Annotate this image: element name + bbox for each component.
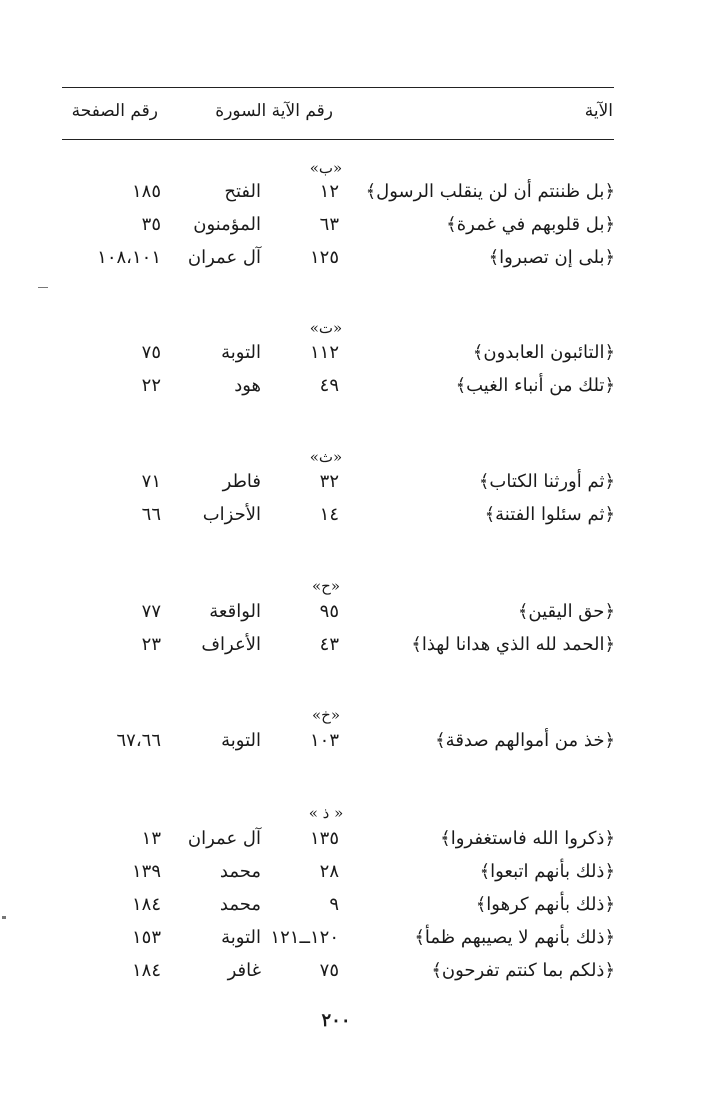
- sura-name: آل عمران: [187, 828, 261, 849]
- page-reference: ١٨٥: [131, 181, 161, 202]
- page-reference: ٦٦: [141, 504, 161, 525]
- section-letter: «ث»: [309, 448, 343, 466]
- page-reference: ١٨٤: [131, 894, 161, 915]
- section-letter: «خ»: [311, 706, 341, 724]
- aya-number: ١٢٠ــ١٢١: [270, 927, 339, 948]
- aya-text: ﴿ذلك بأنهم لا يصيبهم ظمأ﴾: [414, 927, 615, 948]
- aya-number: ٧٥: [319, 960, 339, 981]
- section-letter: «ح»: [311, 577, 341, 595]
- page-reference: ٢٣: [141, 634, 161, 655]
- sura-name: المؤمنون: [193, 214, 261, 235]
- page-reference: ٧٥: [141, 342, 161, 363]
- section-letter: «ب»: [309, 159, 343, 177]
- aya-number: ١٤: [319, 504, 339, 525]
- sura-name: التوبة: [221, 342, 261, 363]
- sura-name: فاطر: [222, 471, 261, 492]
- page-reference: ١٠٨،١٠١: [97, 247, 161, 268]
- page-reference: ١٣: [141, 828, 161, 849]
- sura-name: محمد: [219, 861, 261, 882]
- aya-text: ﴿ثم سئلوا الفتنة﴾: [484, 504, 615, 525]
- aya-text: ﴿بل ظننتم أن لن ينقلب الرسول﴾: [365, 181, 615, 202]
- aya-number: ٤٣: [319, 634, 339, 655]
- sura-name: الأحزاب: [202, 504, 261, 525]
- scan-mark: [38, 287, 48, 288]
- aya-text: ﴿بلى إن تصبروا﴾: [488, 247, 615, 268]
- aya-text: ﴿الحمد لله الذي هدانا لهذا﴾: [411, 634, 615, 655]
- aya-number: ٦٣: [319, 214, 339, 235]
- aya-text: ﴿تلك من أنباء الغيب﴾: [455, 375, 615, 396]
- page-reference: ١٥٣: [131, 927, 161, 948]
- header-aya-number-sura: رقم الآية السورة: [215, 101, 333, 121]
- aya-text: ﴿حق اليقين﴾: [517, 601, 615, 622]
- aya-number: ١١٢: [309, 342, 339, 363]
- sura-name: الفتح: [224, 181, 261, 202]
- aya-text: ﴿التائبون العابدون﴾: [472, 342, 615, 363]
- aya-text: ﴿ذلك بأنهم اتبعوا﴾: [479, 861, 615, 882]
- sura-name: الأعراف: [201, 634, 261, 655]
- page-reference: ٦٧،٦٦: [116, 730, 161, 751]
- aya-number: ١٢٥: [309, 247, 339, 268]
- sura-name: التوبة: [221, 730, 261, 751]
- aya-number: ٣٢: [319, 471, 339, 492]
- top-rule: [62, 87, 614, 88]
- scan-mark: [2, 916, 6, 919]
- sura-name: هود: [234, 375, 261, 396]
- aya-text: ﴿خذ من أموالهم صدقة﴾: [435, 730, 615, 751]
- page-reference: ١٨٤: [131, 960, 161, 981]
- sura-name: التوبة: [221, 927, 261, 948]
- aya-number: ٩٥: [319, 601, 339, 622]
- sura-name: الواقعة: [209, 601, 261, 622]
- aya-text: ﴿بل قلوبهم في غمرة﴾: [446, 214, 615, 235]
- aya-number: ٢٨: [319, 861, 339, 882]
- aya-text: ﴿ذلكم بما كنتم تفرحون﴾: [431, 960, 615, 981]
- section-letter: «ت»: [309, 319, 343, 337]
- aya-text: ﴿ثم أورثنا الكتاب﴾: [478, 471, 615, 492]
- page-number: ٢٠٠: [321, 1010, 351, 1031]
- page-reference: ٧٧: [141, 601, 161, 622]
- sura-name: آل عمران: [187, 247, 261, 268]
- page-reference: ٣٥: [141, 214, 161, 235]
- section-letter: « ذ »: [308, 804, 344, 822]
- page-reference: ١٣٩: [131, 861, 161, 882]
- aya-number: ١٣٥: [309, 828, 339, 849]
- header-aya: الآية: [584, 101, 613, 121]
- aya-number: ٤٩: [319, 375, 339, 396]
- page-reference: ٢٢: [141, 375, 161, 396]
- sura-name: غافر: [227, 960, 261, 981]
- header-rule: [62, 139, 614, 140]
- header-page-number: رقم الصفحة: [71, 101, 158, 121]
- page-reference: ٧١: [141, 471, 161, 492]
- aya-number: ٩: [329, 894, 339, 915]
- sura-name: محمد: [219, 894, 261, 915]
- aya-number: ١٠٣: [309, 730, 339, 751]
- aya-text: ﴿ذكروا الله فاستغفروا﴾: [440, 828, 615, 849]
- aya-text: ﴿ذلك بأنهم كرهوا﴾: [475, 894, 615, 915]
- aya-number: ١٢: [319, 181, 339, 202]
